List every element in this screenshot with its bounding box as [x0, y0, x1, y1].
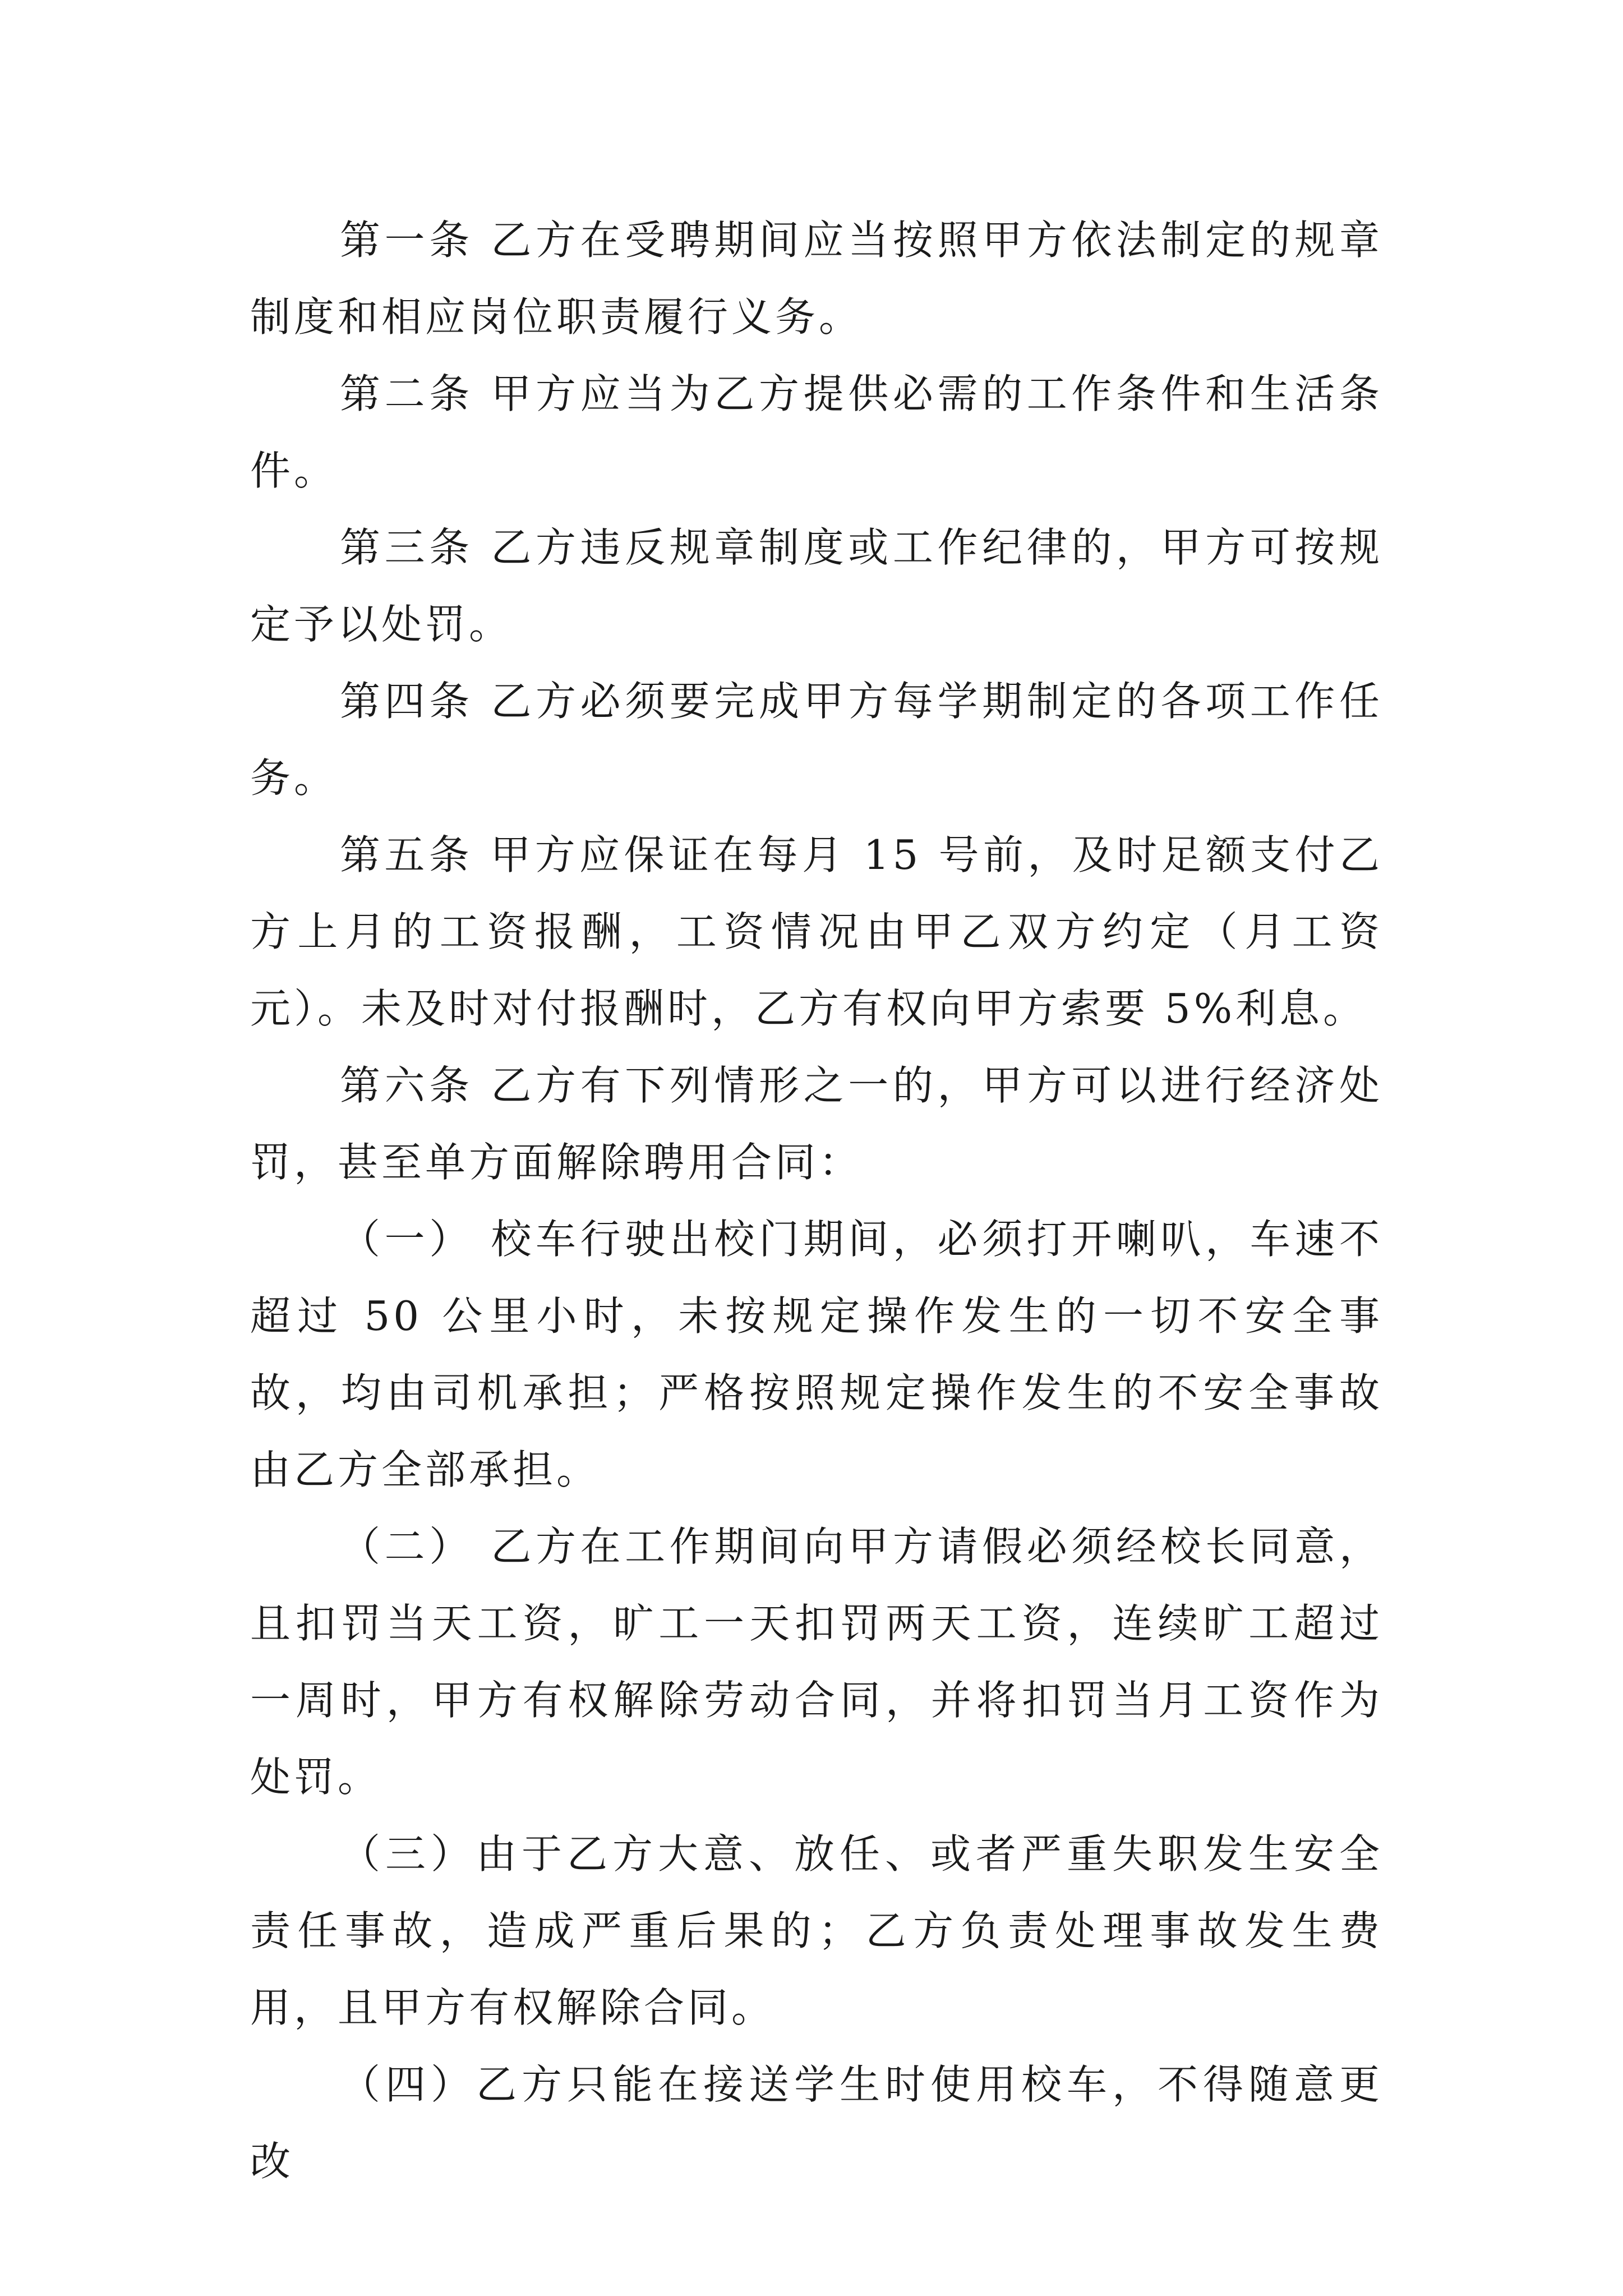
article-6-item-4: （四）乙方只能在接送学生时使用校车，不得随意更改	[250, 2061, 1383, 2185]
article-3: 第三条 乙方违反规章制度或工作纪律的，甲方可按规定予以处罚。	[250, 524, 1383, 648]
article-6-item-2: （二） 乙方在工作期间向甲方请假必须经校长同意，且扣罚当天工资，旷工一天扣罚两天工资，连续旷工超过一周时，甲方有权解除劳动合同，并将扣罚当月工资作为处罚。	[250, 1523, 1383, 1801]
article-6: 第六条 乙方有下列情形之一的，甲方可以进行经济处罚，甚至单方面解除聘用合同：	[250, 1062, 1383, 1186]
article-4: 第四条 乙方必须要完成甲方每学期制定的各项工作任务。	[250, 678, 1383, 802]
article-1: 第一条 乙方在受聘期间应当按照甲方依法制定的规章制度和相应岗位职责履行义务。	[250, 217, 1383, 341]
article-6-item-1: （一） 校车行驶出校门期间，必须打开喇叭，车速不超过 50 公里小时，未按规定操作发生的一切不安全事故，均由司机承担；严格按照规定操作发生的不安全事故由乙方全部承担。	[250, 1216, 1383, 1493]
article-2: 第二条 甲方应当为乙方提供必需的工作条件和生活条件。	[250, 370, 1383, 494]
document-body	[250, 202, 1383, 2200]
article-5: 第五条 甲方应保证在每月 15 号前，及时足额支付乙方上月的工资报酬，工资情况由甲乙双方约定（月工资 元）。未及时对付报酬时，乙方有权向甲方索要 5%利息。	[250, 831, 1383, 1032]
article-6-item-3: （三）由于乙方大意、放任、或者严重失职发生安全责任事故，造成严重后果的；乙方负责处理事故发生费用，且甲方有权解除合同。	[250, 1830, 1383, 2031]
